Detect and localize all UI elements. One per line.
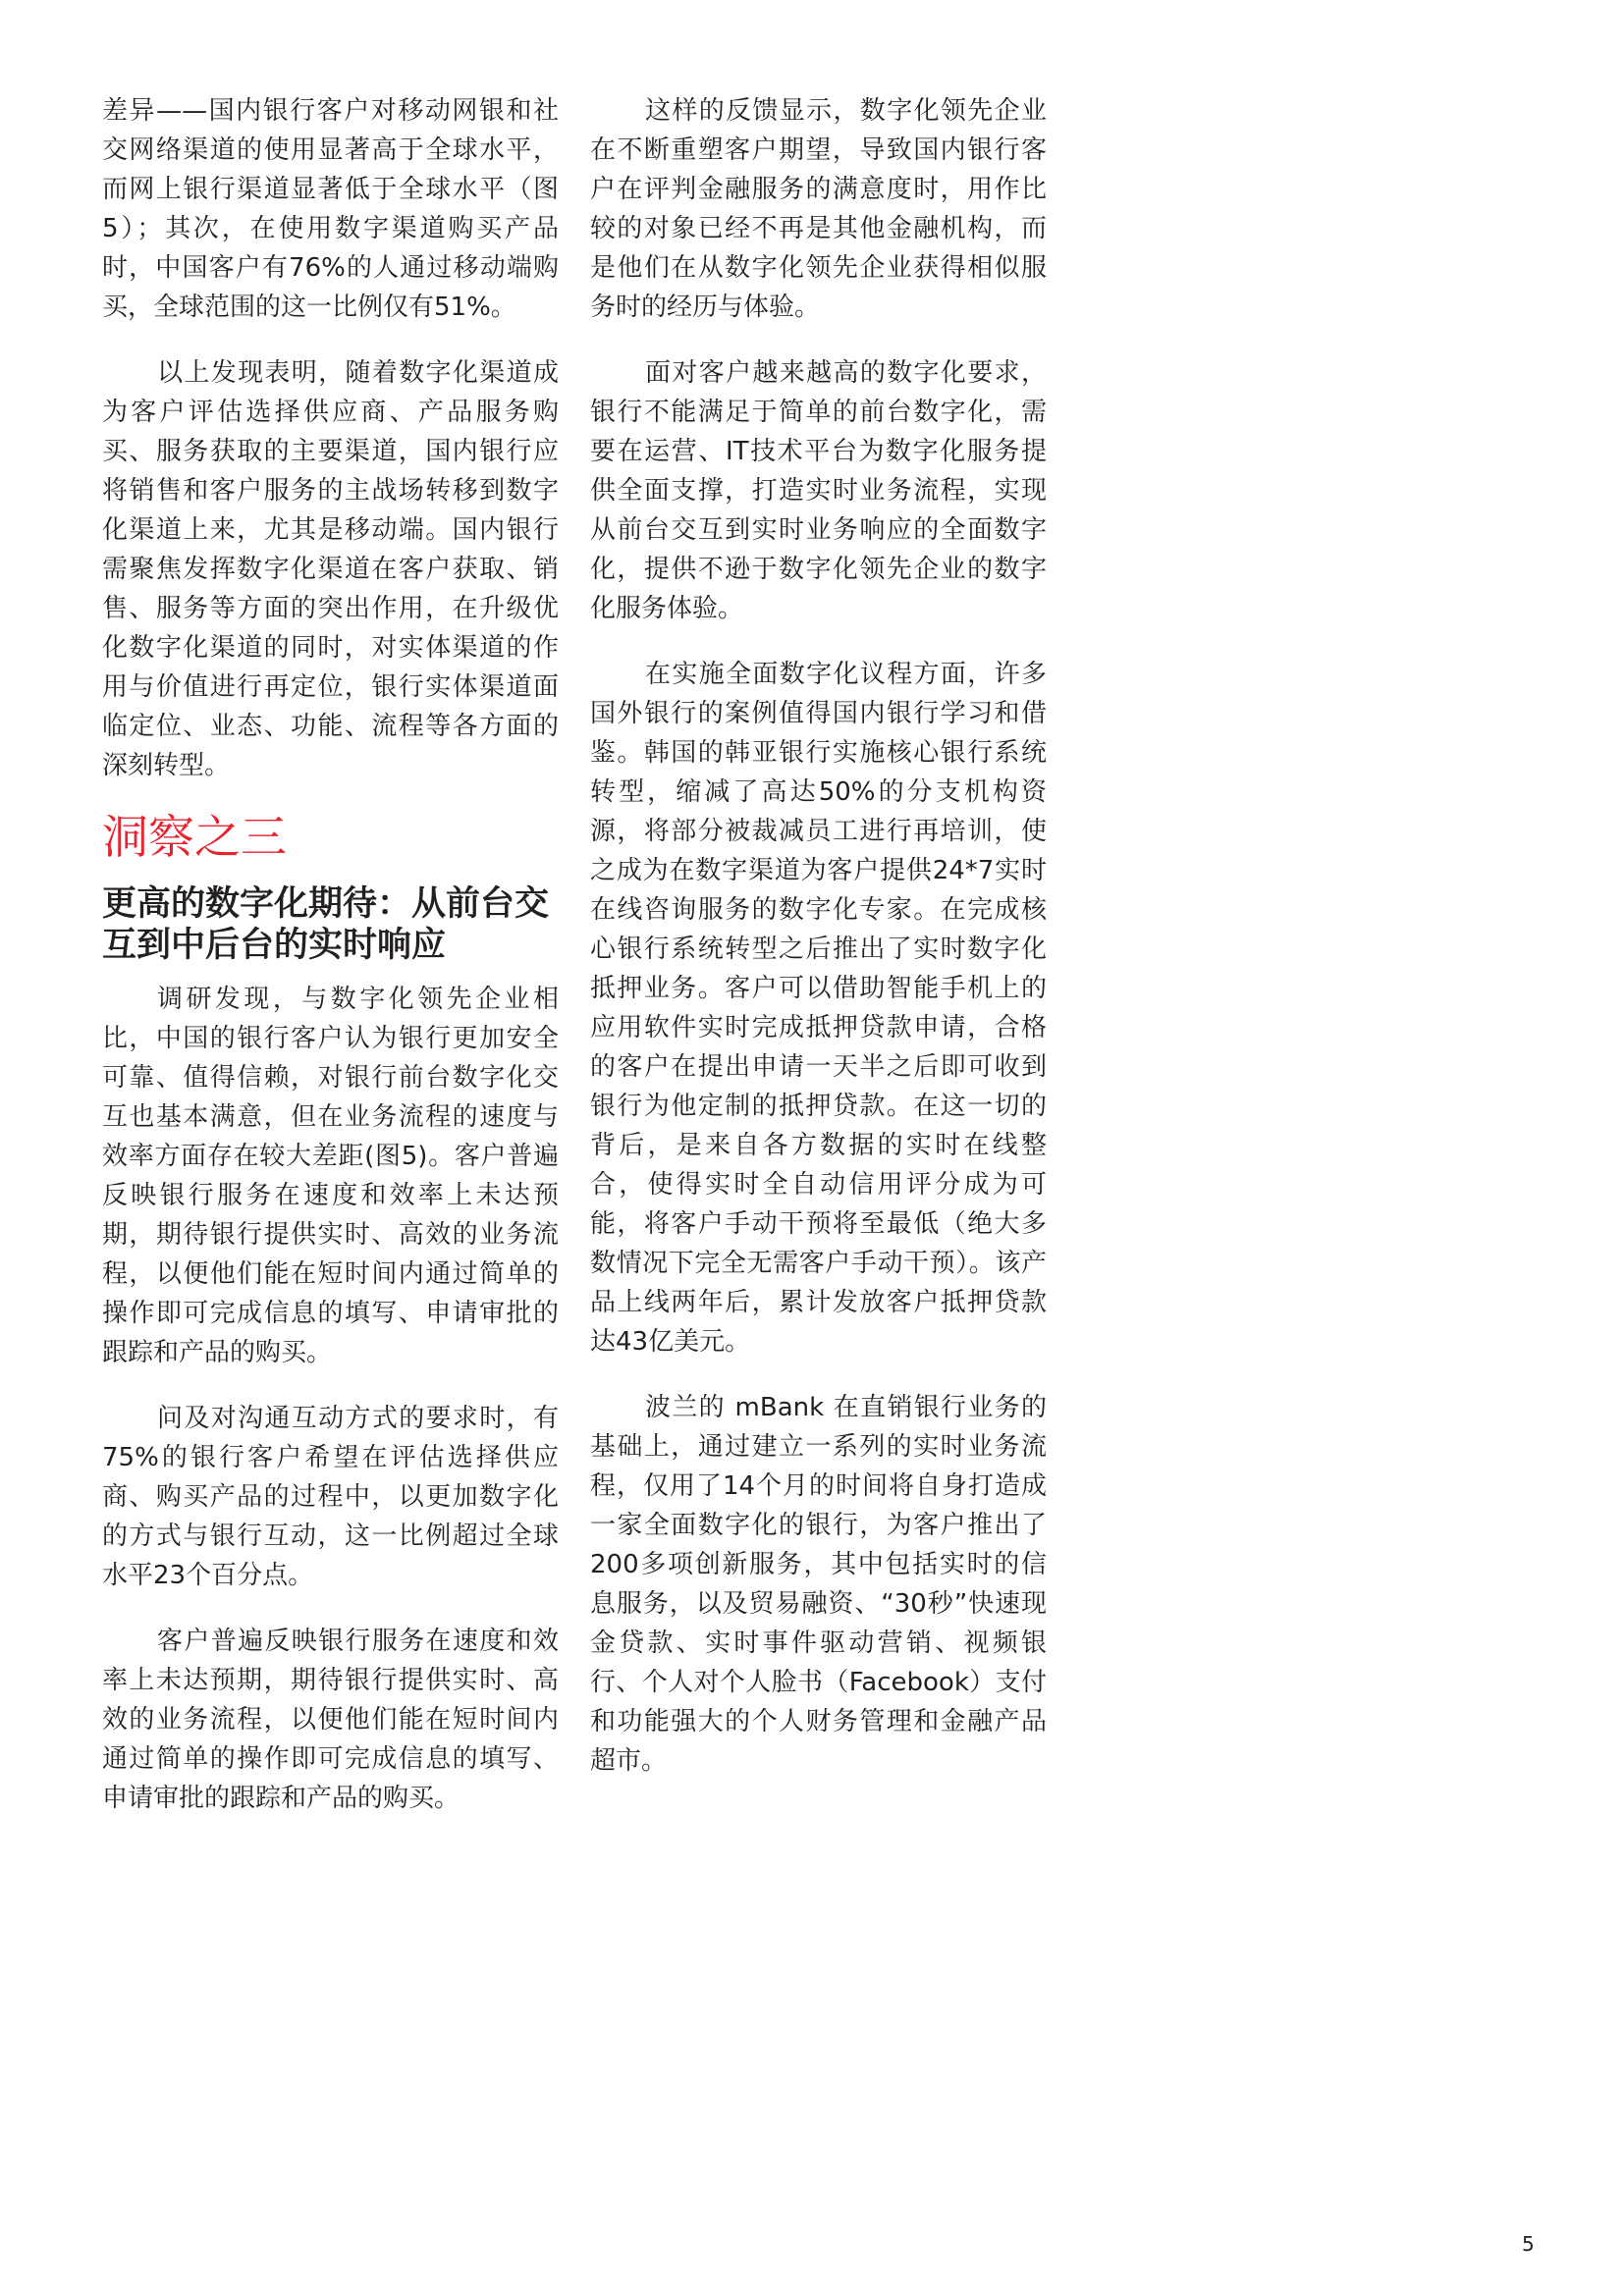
paragraph: 在实施全面数字化议程方面，许多国外银行的案例值得国内银行学习和借鉴。韩国的韩亚银行实施核心银行系统转型，缩减了高达50%的分支机构资源，将部分被裁减员工进行再培训，使之成为在数字渠道为客户提供24*7实时在线咨询服务的数字化专家。在完成核心银行系统转型之后推出了实时数字化抵押业务。客户可以借助智能手机上的应用软件实时完成抵押贷款申请，合格的客户在提出申请一天半之后即可收到银行为他定制的抵押贷款。在这一切的背后，是来自各方数据的实时在线整合，使得实时全自动信用评分成为可能，将客户手动干预将至最低（绝大多数情况下完全无需客户手动干预）。该产品上线两年后，累计发放客户抵押贷款达43亿美元。 <box>590 660 1047 1357</box>
paragraph: 客户普遍反映银行服务在速度和效率上未达预期，期待银行提供实时、高效的业务流程，以便他们能在短时间内通过简单的操作即可完成信息的填写、申请审批的跟踪和产品的购买。 <box>102 1627 559 1813</box>
right-column <box>590 91 1047 1781</box>
page-number: 5 <box>1522 2232 1535 2256</box>
paragraph: 面对客户越来越高的数字化要求，银行不能满足于简单的前台数字化，需要在运营、IT技术平台为数字化服务提供全面支撑，打造实时业务流程，实现从前台交互到实时业务响应的全面数字化，提供不逊于数字化领先企业的数字化服务体验。 <box>590 358 1047 623</box>
paragraph: 差异——国内银行客户对移动网银和社交网络渠道的使用显著高于全球水平，而网上银行渠道显著低于全球水平（图5）；其次，在使用数字渠道购买产品时，中国客户有76%的人通过移动端购买，全球范围的这一比例仅有51%。 <box>102 96 559 322</box>
section-title: 洞察之三 <box>102 811 287 865</box>
paragraph: 这样的反馈显示，数字化领先企业在不断重塑客户期望，导致国内银行客户在评判金融服务的满意度时，用作比较的对象已经不再是其他金融机构，而是他们在从数字化领先企业获得相似服务时的经历与体验。 <box>590 96 1047 322</box>
paragraph: 以上发现表明，随着数字化渠道成为客户评估选择供应商、产品服务购买、服务获取的主要渠道，国内银行应将销售和客户服务的主战场转移到数字化渠道上来，尤其是移动端。国内银行需聚焦发挥数字化渠道在客户获取、销售、服务等方面的突出作用，在升级优化数字化渠道的同时，对实体渠道的作用与价值进行再定位，银行实体渠道面临定位、业态、功能、流程等各方面的深刻转型。 <box>102 358 559 780</box>
paragraph: 波兰的 mBank 在直销银行业务的基础上，通过建立一系列的实时业务流程，仅用了14个月的时间将自身打造成一家全面数字化的银行，为客户推出了200多项创新服务，其中包括实时的信息服务，以及贸易融资、“30秒”快速现金贷款、实时事件驱动营销、视频银行、个人对个人脸书（Facebook）支付和功能强大的个人财务管理和金融产品超市。 <box>590 1393 1047 1776</box>
section-subtitle: 更高的数字化期待：从前台交互到中后台的实时响应 <box>102 884 550 965</box>
paragraph: 调研发现，与数字化领先企业相比，中国的银行客户认为银行更加安全可靠、值得信赖，对银行前台数字化交互也基本满意，但在业务流程的速度与效率方面存在较大差距(图5)。客户普遍反映银行服务在速度和效率上未达预期，期待银行提供实时、高效的业务流程，以便他们能在短时间内通过简单的操作即可完成信息的填写、申请审批的跟踪和产品的购买。 <box>102 985 559 1367</box>
paragraph: 问及对沟通互动方式的要求时，有75%的银行客户希望在评估选择供应商、购买产品的过程中，以更加数字化的方式与银行互动，这一比例超过全球水平23个百分点。 <box>102 1404 559 1590</box>
left-column <box>102 91 559 1818</box>
